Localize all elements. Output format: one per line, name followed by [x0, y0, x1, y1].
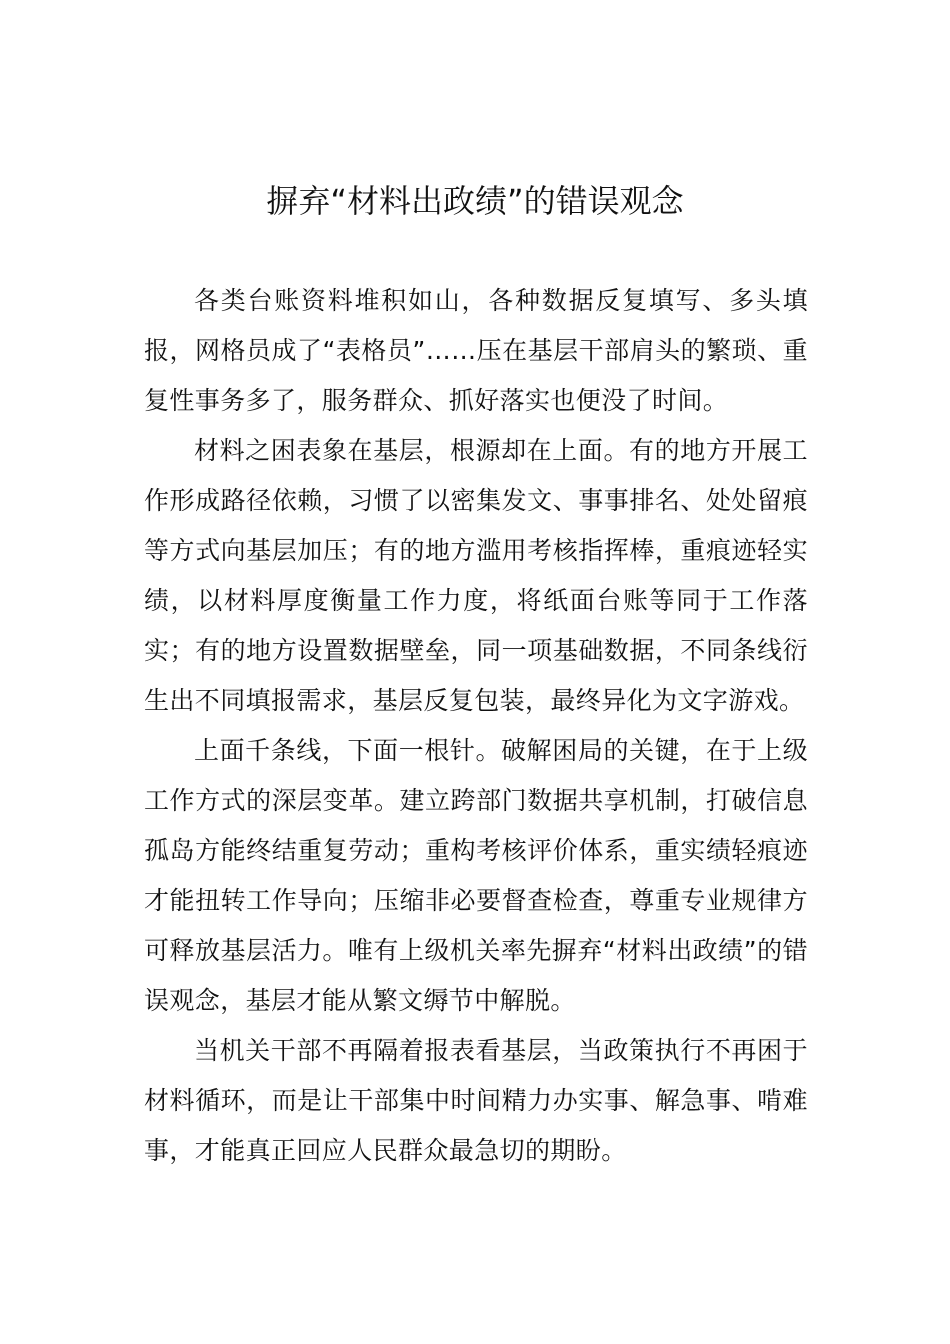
document-body — [144, 276, 808, 1176]
paragraph: 当机关干部不再隔着报表看基层，当政策执行不再困于材料循环，而是让干部集中时间精力办实事、解急事、啃难事，才能真正回应人民群众最急切的期盼。 — [144, 1036, 808, 1165]
paragraph: 上面千条线，下面一根针。破解困局的关键，在于上级工作方式的深层变革。建立跨部门数据共享机制，打破信息孤岛方能终结重复劳动；重构考核评价体系，重实绩轻痕迹才能扭转工作导向；压缩非必要督查检查，尊重专业规律方可释放基层活力。唯有上级机关率先摒弃“材料出政绩”的错误观念，基层才能从繁文缛节中解脱。 — [144, 736, 808, 1015]
paragraph: 各类台账资料堆积如山，各种数据反复填写、多头填报，网格员成了“表格员”……压在基层干部肩头的繁琐、重复性事务多了，服务群众、抓好落实也便没了时间。 — [144, 286, 808, 415]
document-title: 摒弃“材料出政绩”的错误观念 — [266, 182, 684, 220]
paragraph: 材料之困表象在基层，根源却在上面。有的地方开展工作形成路径依赖，习惯了以密集发文、事事排名、处处留痕等方式向基层加压；有的地方滥用考核指挥棒，重痕迹轻实绩，以材料厚度衡量工作力度，将纸面台账等同于工作落实；有的地方设置数据壁垒，同一项基础数据，不同条线衍生出不同填报需求，基层反复包装，最终异化为文字游戏。 — [144, 436, 808, 715]
